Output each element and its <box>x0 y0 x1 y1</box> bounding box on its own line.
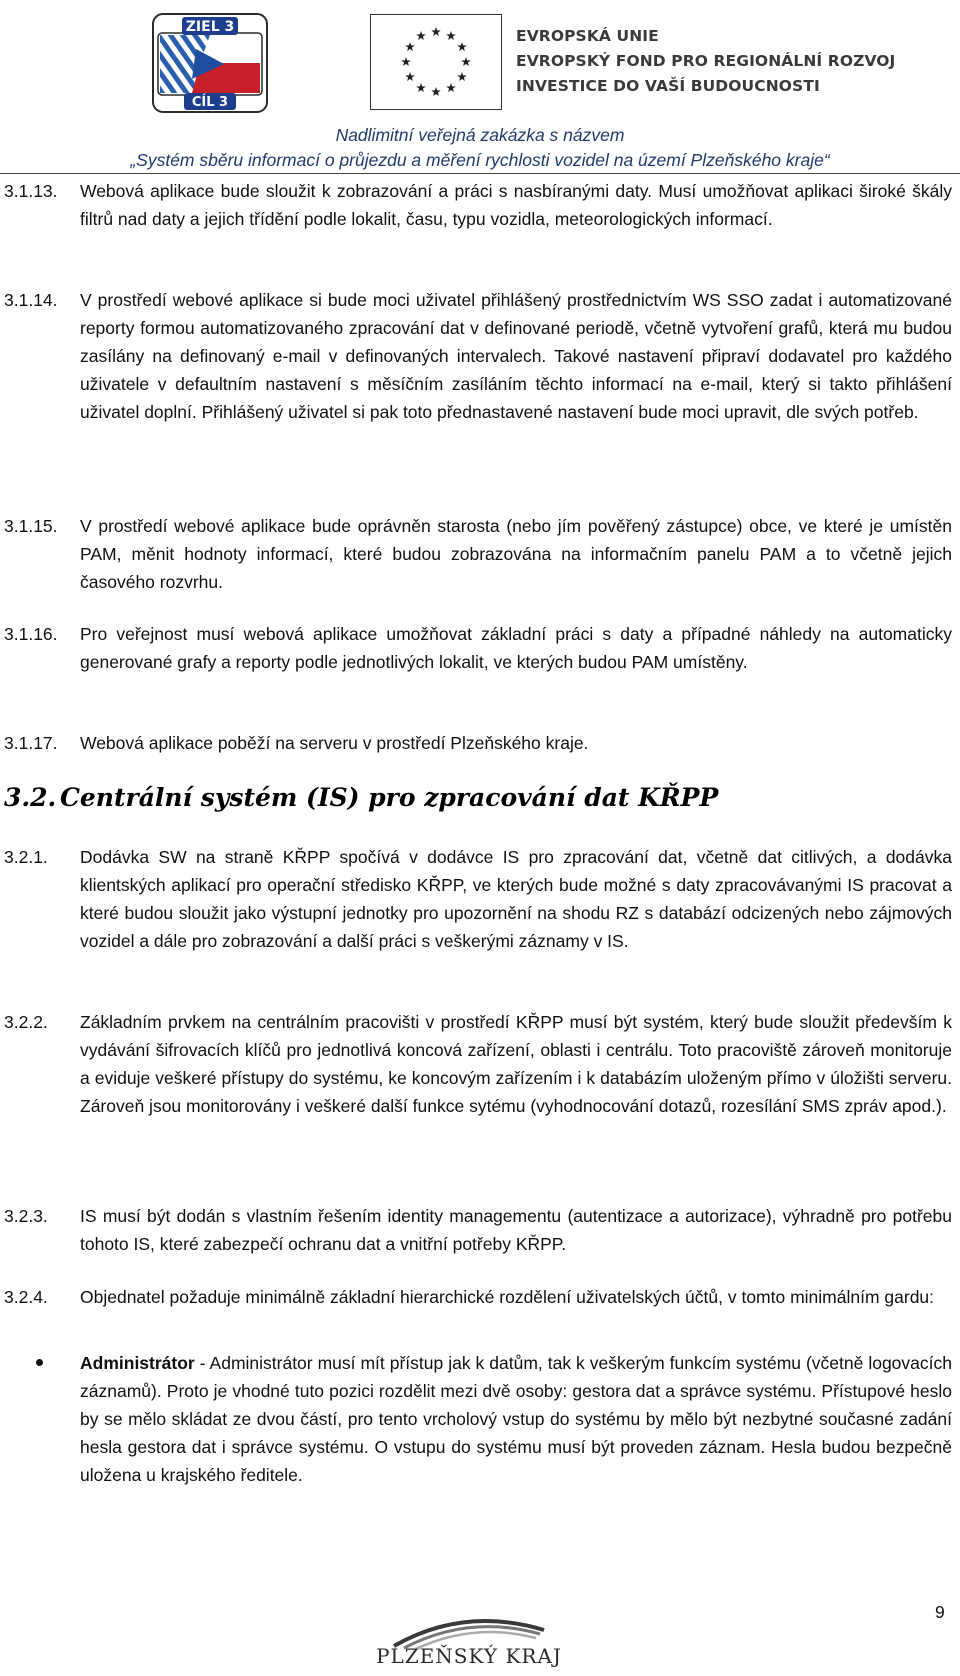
eu-flag <box>370 14 502 110</box>
item-number: 3.1.15. <box>4 516 58 536</box>
item-number: 3.1.13. <box>4 181 58 201</box>
item-text: V prostředí webové aplikace bude oprávněn starosta (nebo jím pověřený zástupce) obce, ve které je umístěn PAM, měnit hodnoty informací, které budou zobrazována na informačním panelu PAM a to včetně jejich časového rozvrhu. <box>80 516 952 592</box>
item-text: Pro veřejnost musí webová aplikace umožňovat základní práci s daty a případné náhledy na automaticky generované grafy a reporty podle jednotlivých lokalit, ve kterých budou PAM umístěny. <box>80 624 952 672</box>
item-text: V prostředí webové aplikace si bude moci uživatel přihlášený prostřednictvím WS SSO zadat i automatizované reporty formou automatizovaného zpracování dat v definované periodě, včetně vytvoření grafů, která mu budou zasílány na definovaný e-mail v definovaných intervalech. Takové nastavení připraví dodavatel pro každého uživatele v defaultním nastavení s měsíčním zasíláním těchto informací na e-mail, který si takto přihlášení uživatel doplní. Přihlášený uživatel si pak toto přednastavené nastavení bude moci upravit, dle svých potřeb. <box>80 290 952 422</box>
item-number: 3.1.17. <box>4 733 58 753</box>
eu-line: INVESTICE DO VAŠÍ BUDOUCNOSTI <box>516 77 820 95</box>
item-number: 3.1.14. <box>4 290 58 310</box>
page-number: 9 <box>935 1602 945 1622</box>
cil-text: CÍL 3 <box>191 95 229 110</box>
eu-line: EVROPSKÝ FOND PRO REGIONÁLNÍ ROZVOJ <box>516 52 896 70</box>
item-text: Objednatel požaduje minimálně základní hierarchické rozdělení uživatelských účtů, v tomto minimálním gardu: <box>80 1287 935 1307</box>
item-text: Webová aplikace bude sloužit k zobrazování a práci s nasbíranými daty. Musí umožňovat aplikaci široké škály filtrů nad daty a jejich třídění podle lokalit, času, typu vozidla, meteorologických informací. <box>80 181 952 229</box>
section-heading <box>4 783 718 812</box>
section-title: Centrální systém (IS) pro zpracování dat KŘPP <box>60 783 719 812</box>
item-text: Webová aplikace poběží na serveru v prostředí Plzeňského kraje. <box>80 733 589 753</box>
tender-title: Nadlimitní veřejná zakázka s názvem <box>335 125 625 145</box>
ziel3-cil3-logo <box>152 13 268 113</box>
item-number: 3.2.3. <box>4 1206 48 1226</box>
item-number: 3.2.2. <box>4 1012 48 1032</box>
tender-name: „Systém sběru informací o průjezdu a měření rychlosti vozidel na území Plzeňského kraje“ <box>130 150 830 170</box>
bullet-description: - Administrátor musí mít přístup jak k datům, tak k veškerým funkcím systému (včetně logovacích záznamů). Proto je vhodné tuto pozici rozdělit mezi dvě osoby: gestora dat a správce systému. Přístupové heslo by se mělo skládat ze dvou částí, pro tento vrcholový vstup do systému by mělo být nezbytné současné zadání hesla gestora dat i správce systému. O vstupu do systému musí být proveden záznam. Hesla budou bezpečně uložena u krajského ředitele. <box>80 1353 952 1485</box>
page-header <box>0 0 960 170</box>
item-text: Dodávka SW na straně KŘPP spočívá v dodávce IS pro zpracování dat, včetně dat citlivých, a dodávka klientských aplikací pro operační středisko KŘPP, ve kterých bude možné s daty zpracovávanými IS pracovat a které budou sloužit jako výstupní jednotky pro upozornění na shodu RZ s databází odcizených nebo zájmových vozidel a dále pro zobrazování a další práci s veškerými záznamy v IS. <box>80 847 952 951</box>
logo-text: PLZEŇSKÝ KRAJ <box>376 1644 562 1668</box>
section-number: 3.2. <box>4 783 57 812</box>
item-number: 3.2.4. <box>4 1287 48 1307</box>
item-text: Základním prvkem na centrálním pracovišti v prostředí KŘPP musí být systém, který bude sloužit především k vydávání šifrovacích klíčů pro jednotlivá koncová zařízení, oblasti i centrálu. Toto pracoviště zároveň monitoruje a eviduje veškeré přístupy do systému, ke koncovým zařízením i k databázím uloženým přímo v úložišti serveru. Zároveň jsou monitorovány i veškeré další funkce sytému (vyhodnocování dotazů, rozesílání SMS zpráv apod.). <box>80 1012 952 1116</box>
eu-line: EVROPSKÁ UNIE <box>516 27 659 45</box>
header-divider <box>0 173 960 174</box>
plzensky-kraj-logo <box>364 1610 574 1672</box>
bullet-text <box>80 1349 952 1489</box>
ziel-text: ZIEL 3 <box>185 19 235 35</box>
item-text: IS musí být dodán s vlastním řešením identity managementu (autentizace a autorizace), výhradně pro potřebu tohoto IS, které zabezpečí ochranu dat a vnitřní potřeby KŘPP. <box>80 1206 952 1254</box>
item-number: 3.2.1. <box>4 847 48 867</box>
eu-text-block <box>516 24 895 99</box>
item-number: 3.1.16. <box>4 624 58 644</box>
bullet-term: Administrátor <box>80 1353 195 1373</box>
bullet-icon <box>36 1359 43 1366</box>
